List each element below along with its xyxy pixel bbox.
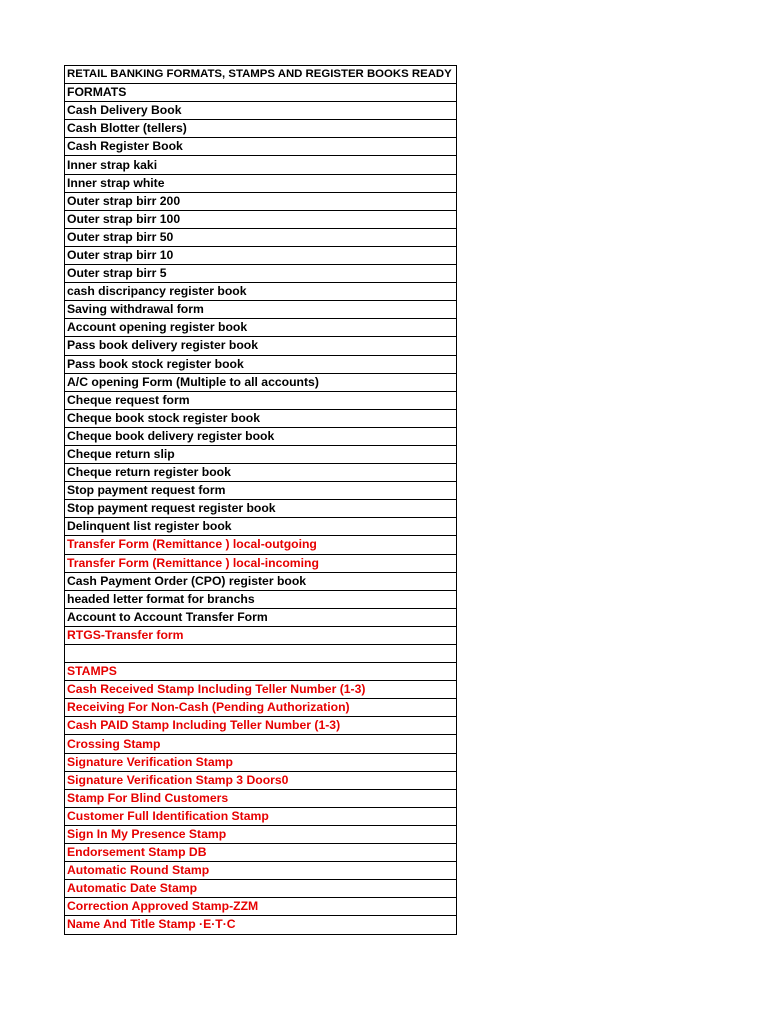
table-cell[interactable]: Transfer Form (Remittance ) local-outgoing [65,536,457,554]
table-cell[interactable]: RTGS-Transfer form [65,626,457,644]
table-row [65,373,457,391]
table-cell[interactable]: FORMATS [65,84,457,102]
table-cell[interactable]: Signature Verification Stamp 3 Doors0 [65,771,457,789]
table-row [65,174,457,192]
table-cell[interactable]: Cash Delivery Book [65,102,457,120]
table-row [65,717,457,735]
table-cell[interactable]: Crossing Stamp [65,735,457,753]
table-cell[interactable]: Pass book delivery register book [65,337,457,355]
table-cell[interactable]: Cheque request form [65,391,457,409]
table-row [65,102,457,120]
table-row [65,228,457,246]
table-cell[interactable]: Automatic Round Stamp [65,862,457,880]
table-row [65,391,457,409]
table-row [65,210,457,228]
table-row [65,825,457,843]
table-cell[interactable]: Customer Full Identification Stamp [65,807,457,825]
table-cell[interactable]: Inner strap white [65,174,457,192]
table-row [65,735,457,753]
table-cell[interactable]: A/C opening Form (Multiple to all accounts) [65,373,457,391]
table-cell[interactable]: Inner strap kaki [65,156,457,174]
table-row [65,120,457,138]
table-row [65,301,457,319]
table-cell[interactable]: Outer strap birr 200 [65,192,457,210]
table-cell[interactable]: cash discripancy register book [65,283,457,301]
table-row [65,536,457,554]
table-cell[interactable]: Pass book stock register book [65,355,457,373]
table-row [65,862,457,880]
table-cell[interactable]: Outer strap birr 50 [65,228,457,246]
table-cell[interactable]: STAMPS [65,663,457,681]
table-row [65,518,457,536]
table-cell[interactable]: Delinquent list register book [65,518,457,536]
table-cell[interactable]: Account opening register book [65,319,457,337]
table-cell[interactable]: Stamp For Blind Customers [65,789,457,807]
table-row [65,265,457,283]
table-row [65,608,457,626]
table-cell[interactable]: Outer strap birr 100 [65,210,457,228]
table-row [65,789,457,807]
table-row [65,319,457,337]
table-row [65,699,457,717]
table-cell[interactable]: Stop payment request form [65,482,457,500]
table-cell[interactable]: Cheque book stock register book [65,409,457,427]
table-row [65,645,457,663]
table-cell[interactable]: Account to Account Transfer Form [65,608,457,626]
table-row [65,409,457,427]
table-row [65,138,457,156]
table-cell[interactable]: Correction Approved Stamp-ZZM [65,898,457,916]
table-cell[interactable]: Signature Verification Stamp [65,753,457,771]
table-row [65,663,457,681]
table-cell[interactable]: Name And Title Stamp ·E·T·C [65,916,457,934]
table-row [65,771,457,789]
table-cell[interactable]: Cash Payment Order (CPO) register book [65,572,457,590]
table-row [65,427,457,445]
table-cell[interactable]: Sign In My Presence Stamp [65,825,457,843]
table-row [65,572,457,590]
table-row [65,916,457,934]
table-row [65,880,457,898]
table-cell[interactable]: Receiving For Non-Cash (Pending Authorization) [65,699,457,717]
table-cell[interactable]: Cash Received Stamp Including Teller Number (1-3) [65,681,457,699]
table-row [65,246,457,264]
table-cell[interactable]: Cash PAID Stamp Including Teller Number (1-3) [65,717,457,735]
table-cell[interactable]: Outer strap birr 10 [65,246,457,264]
table-row [65,283,457,301]
table-row [65,355,457,373]
table-row [65,337,457,355]
table-row [65,898,457,916]
table-row [65,482,457,500]
table-cell[interactable] [65,645,457,663]
table-cell[interactable]: Automatic Date Stamp [65,880,457,898]
table-row [65,445,457,463]
table-row [65,192,457,210]
title-row [65,66,457,84]
table-row [65,464,457,482]
spreadsheet-table [64,65,457,935]
spreadsheet-body [65,66,457,935]
table-cell[interactable]: Stop payment request register book [65,500,457,518]
table-cell[interactable]: Transfer Form (Remittance ) local-incoming [65,554,457,572]
table-cell[interactable]: Cash Register Book [65,138,457,156]
table-row [65,554,457,572]
table-cell[interactable]: Outer strap birr 5 [65,265,457,283]
table-cell[interactable]: Endorsement Stamp DB [65,844,457,862]
table-row [65,84,457,102]
table-cell[interactable]: Cash Blotter (tellers) [65,120,457,138]
table-row [65,626,457,644]
table-cell[interactable]: Saving withdrawal form [65,301,457,319]
sheet-title-cell[interactable]: RETAIL BANKING FORMATS, STAMPS AND REGISTER BOOKS READY [65,66,457,84]
table-row [65,590,457,608]
table-cell[interactable]: Cheque return slip [65,445,457,463]
table-row [65,753,457,771]
table-row [65,156,457,174]
table-cell[interactable]: headed letter format for branchs [65,590,457,608]
table-row [65,807,457,825]
table-row [65,844,457,862]
table-cell[interactable]: Cheque book delivery register book [65,427,457,445]
table-row [65,500,457,518]
table-row [65,681,457,699]
table-cell[interactable]: Cheque return register book [65,464,457,482]
